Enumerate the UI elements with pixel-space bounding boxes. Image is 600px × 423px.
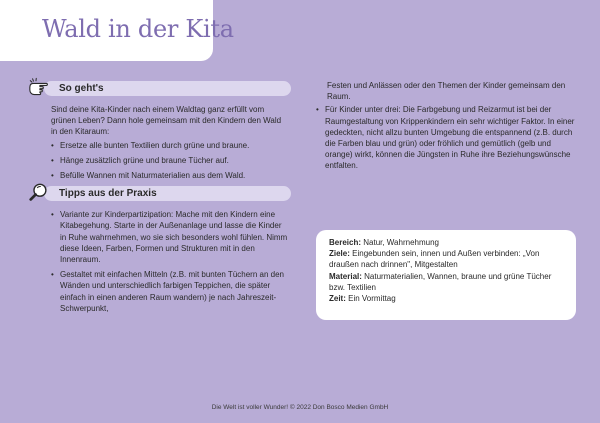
info-box <box>316 230 576 320</box>
info-material <box>329 271 567 293</box>
right-list <box>316 104 578 171</box>
pointing-hand-icon <box>28 77 50 99</box>
list-item: • Ersetze alle bunten Textilien durch grüne und braune. <box>51 140 288 151</box>
list-item: • Gestaltet mit einfachen Mitteln (z.B. mit bunten Tüchern an den Wänden und unterschiedlich farbigen Teppichen, die später einfach in einen anderen Raum wandern) je nach Jahreszeit-Schwerpunkt, <box>51 269 288 314</box>
so-gehts-list <box>51 140 288 182</box>
info-bereich <box>329 237 567 248</box>
so-gehts-heading: So geht's <box>59 83 104 94</box>
bereich-value: Natur, Wahrnehmung <box>361 238 439 247</box>
tipps-header <box>30 185 288 204</box>
title-tab <box>0 0 234 61</box>
list-item: • Befülle Wannen mit Naturmaterialien aus dem Wald. <box>51 170 288 181</box>
zeit-value: Ein Vormittag <box>345 294 396 304</box>
material-label: Material: <box>329 271 362 281</box>
material-value: Naturmaterialien, Wannen, braune und grüne Tücher bzw. Textilien <box>329 271 552 292</box>
tipps-heading: Tipps aus der Praxis <box>59 188 157 200</box>
zeit-label: Zeit: <box>329 294 346 304</box>
info-ziele <box>329 248 567 270</box>
so-gehts-header <box>30 80 288 99</box>
ziele-label: Ziele: <box>329 249 350 259</box>
continuation-text: Festen und Anlässen oder den Themen der Kinder gemeinsam den Raum. <box>327 81 566 102</box>
footer-copyright: Die Welt ist voller Wunder! © 2022 Don Bosco Medien GmbH <box>211 404 389 411</box>
list-item: • Für Kinder unter drei: Die Farbgebung und Reizarmut ist bei der Raumgestaltung von Krippenkindern ein sehr wichtiger Faktor. In einer gedeckten, nicht allzu bunten Umgebung die entspannend (z.B. durch die Farben blau und grün) oder fröhlich und gemütlich (gelb und orange) wirkt, können die Jüngsten in Ruhe ihre Beziehungswünsche entfalten. <box>316 104 578 171</box>
bereich-label: Bereich: <box>329 238 362 247</box>
left-column <box>30 80 288 318</box>
page-title: Wald in der Kita <box>42 15 234 43</box>
info-zeit <box>329 293 567 304</box>
ziele-value: Eingebunden sein, innen und Außen verbinden: „Von draußen nach drinnen", Mitgestalten <box>329 249 540 270</box>
magnifier-icon <box>28 182 50 204</box>
list-item: • Variante zur Kinderpartizipation: Mache mit den Kindern eine Kitabegehung. Starte in der Außenanlage und lasse die Kinder in Ruhe wahrnehmen, wo sie sich besonders wohl fühlen. Nimm diese Ideen, Farben, Formen und Strukturen mit in den Innenraum. <box>51 209 288 265</box>
list-item: • Hänge zusätzlich grüne und braune Tücher auf. <box>51 155 288 166</box>
so-gehts-intro: Sind deine Kita-Kinder nach einem Waldtag ganz erfüllt vom grünen Leben? Dann hole gemeinsam mit den Kindern den Wald in den Kitaraum: <box>51 105 282 137</box>
right-column <box>316 80 578 176</box>
tipps-list <box>51 209 288 314</box>
